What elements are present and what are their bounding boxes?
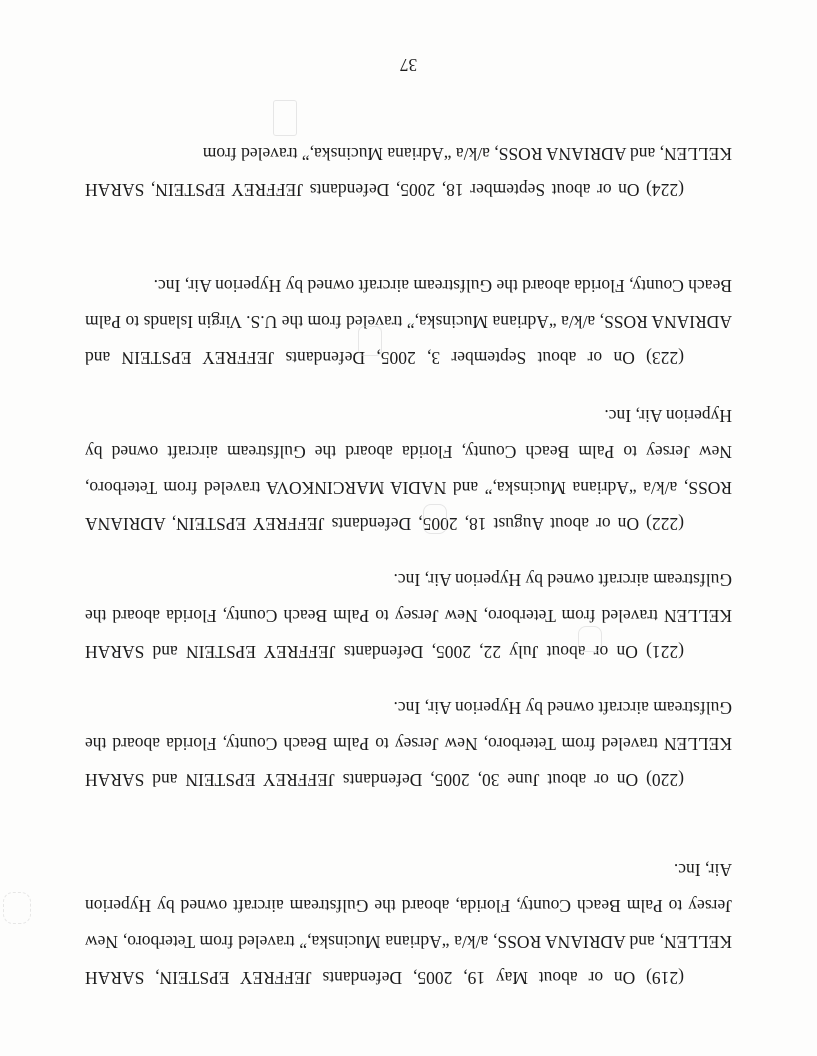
scan-artifact-mark bbox=[3, 892, 31, 924]
paragraph-224 bbox=[85, 136, 732, 208]
paragraph-220 bbox=[85, 690, 732, 798]
scan-artifact-mark bbox=[578, 626, 602, 652]
paragraph-223 bbox=[85, 268, 732, 376]
paragraph-220-text: (220) On or about June 30, 2005, Defendants JEFFREY EPSTEIN and SARAH KELLEN traveled from Teterboro, New Jersey to Palm Beach County, Florida aboard the Gulfstream aircraft owned by Hyperion Air, Inc. bbox=[85, 698, 732, 790]
page-number: 37 bbox=[399, 55, 418, 75]
paragraph-219 bbox=[85, 852, 732, 996]
paragraph-221-text: (221) On or about July 22, 2005, Defendants JEFFREY EPSTEIN and SARAH KELLEN traveled from Teterboro, New Jersey to Palm Beach County, Florida aboard the Gulfstream aircraft owned by Hyperion Air, Inc. bbox=[85, 570, 732, 662]
scan-artifact-mark bbox=[423, 504, 447, 534]
scan-artifact-mark bbox=[273, 100, 297, 136]
paragraph-224-text: (224) On or about September 18, 2005, Defendants JEFFREY EPSTEIN, SARAH KELLEN, and ADRIANA ROSS, a/k/a “Adriana Mucinska,” traveled from bbox=[85, 144, 732, 200]
paragraph-223-text: (223) On or about September 3, 2005, Defendants JEFFREY EPSTEIN and ADRIANA ROSS, a/k/a “Adriana Mucinska,” traveled from the U.S. Virgin Islands to Palm Beach County, Florida aboard the Gulfstream aircraft owned by Hyperion Air, Inc. bbox=[85, 276, 732, 368]
paragraph-222-text: (222) On or about August 18, 2005, Defendants JEFFREY EPSTEIN, ADRIANA ROSS, a/k/a “Adriana Mucinska,” and NADIA MARCINKOVA traveled from Teterboro, New Jersey to Palm Beach County, Florida aboard the Gulfstream aircraft owned by Hyperion Air, Inc. bbox=[85, 406, 732, 534]
scan-artifact-mark bbox=[358, 326, 382, 356]
paragraph-219-text: (219) On or about May 19, 2005, Defendants JEFFREY EPSTEIN, SARAH KELLEN, and ADRIANA ROSS, a/k/a “Adriana Mucinska,” traveled from Teterboro, New Jersey to Palm Beach County, Florida, aboard the Gulfstream aircraft owned by Hyperion Air, Inc. bbox=[85, 860, 732, 988]
paragraph-221 bbox=[85, 562, 732, 670]
paragraph-222 bbox=[85, 398, 732, 542]
